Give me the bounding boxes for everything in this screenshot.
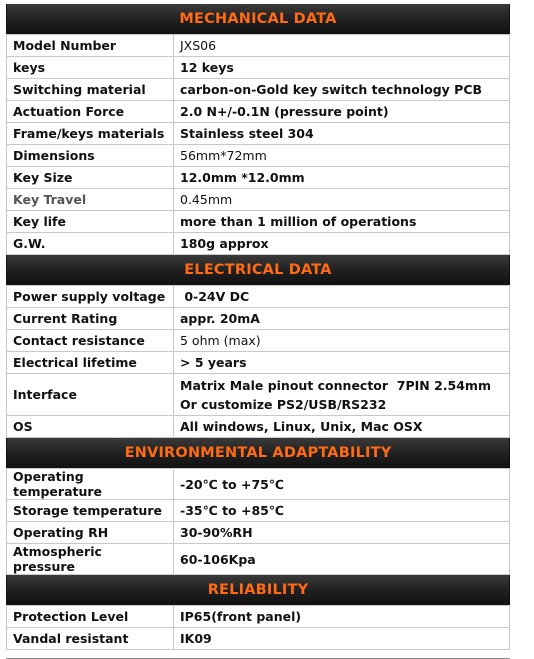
spec-key: Key Travel: [7, 189, 174, 211]
spec-value-line: Or customize PS2/USB/RS232: [180, 396, 387, 412]
table-row: [7, 544, 510, 575]
table-row: [7, 211, 510, 233]
table-row: [7, 308, 510, 330]
spec-value: 0-24V DC: [174, 286, 510, 308]
spec-key: Key life: [7, 211, 174, 233]
spec-value: 30-90%RH: [174, 522, 510, 544]
spec-value: -20℃ to +75℃: [174, 469, 510, 500]
section-header-reliability: RELIABILITY: [6, 575, 510, 605]
spec-value: 180g approx: [174, 233, 510, 255]
spec-table-environmental: [6, 468, 510, 575]
section-header-mechanical: MECHANICAL DATA: [6, 4, 510, 34]
spec-sheet: [6, 4, 510, 659]
spec-key: Actuation Force: [7, 101, 174, 123]
section-header-electrical: ELECTRICAL DATA: [6, 255, 510, 285]
spec-value: more than 1 million of operations: [174, 211, 510, 233]
spec-key: Storage temperature: [7, 500, 174, 522]
spec-value: 60-106Kpa: [174, 544, 510, 575]
spec-value: 2.0 N+/-0.1N (pressure point): [174, 101, 510, 123]
spec-key: keys: [7, 57, 174, 79]
table-row: [7, 606, 510, 628]
spec-key: Operating RH: [7, 522, 174, 544]
spec-value: IP65(front panel): [174, 606, 510, 628]
spec-value: > 5 years: [174, 352, 510, 374]
spec-value: appr. 20mA: [174, 308, 510, 330]
spec-value: All windows, Linux, Unix, Mac OSX: [174, 416, 510, 438]
section-header-environmental: ENVIRONMENTAL ADAPTABILITY: [6, 438, 510, 468]
spec-key: Power supply voltage: [7, 286, 174, 308]
spec-key: G.W.: [7, 233, 174, 255]
table-row: [7, 469, 510, 500]
table-row: [7, 330, 510, 352]
table-row: [7, 628, 510, 650]
table-row: [7, 145, 510, 167]
table-row: [7, 416, 510, 438]
table-row: [7, 500, 510, 522]
spec-key: Vandal resistant: [7, 628, 174, 650]
spec-value-line: Matrix Male pinout connector 7PIN 2.54mm: [180, 377, 491, 393]
spec-value: 0.45mm: [174, 189, 510, 211]
spec-value: 12.0mm *12.0mm: [174, 167, 510, 189]
spec-key: Protection Level: [7, 606, 174, 628]
spec-value: 56mm*72mm: [174, 145, 510, 167]
table-row: [7, 522, 510, 544]
table-row: [7, 101, 510, 123]
spec-key: Operating temperature: [7, 469, 174, 500]
table-row: [7, 123, 510, 145]
table-row: [7, 35, 510, 57]
table-row: [7, 233, 510, 255]
spec-value: IK09: [174, 628, 510, 650]
spec-key: Frame/keys materials: [7, 123, 174, 145]
spec-key: Contact resistance: [7, 330, 174, 352]
table-row: [7, 79, 510, 101]
spec-key: Atmospheric pressure: [7, 544, 174, 575]
table-row: [7, 286, 510, 308]
spec-key: Current Rating: [7, 308, 174, 330]
spec-key: Model Number: [7, 35, 174, 57]
spec-key: Switching material: [7, 79, 174, 101]
table-row: [7, 352, 510, 374]
spec-value: Stainless steel 304: [174, 123, 510, 145]
spec-table-reliability: [6, 605, 510, 650]
spec-table-electrical: [6, 285, 510, 438]
spec-value: 5 ohm (max): [174, 330, 510, 352]
table-row: [7, 57, 510, 79]
table-row: [7, 167, 510, 189]
spec-value: [174, 374, 510, 416]
spec-key: Interface: [7, 374, 174, 416]
spec-table-mechanical: [6, 34, 510, 255]
spec-key: Key Size: [7, 167, 174, 189]
spec-key: Dimensions: [7, 145, 174, 167]
spec-value: 12 keys: [174, 57, 510, 79]
table-row: [7, 189, 510, 211]
spec-value: JXS06: [174, 35, 510, 57]
spec-value: carbon-on-Gold key switch technology PCB: [174, 79, 510, 101]
spec-value: -35℃ to +85℃: [174, 500, 510, 522]
spec-key: Electrical lifetime: [7, 352, 174, 374]
spec-key: OS: [7, 416, 174, 438]
table-row: [7, 374, 510, 416]
